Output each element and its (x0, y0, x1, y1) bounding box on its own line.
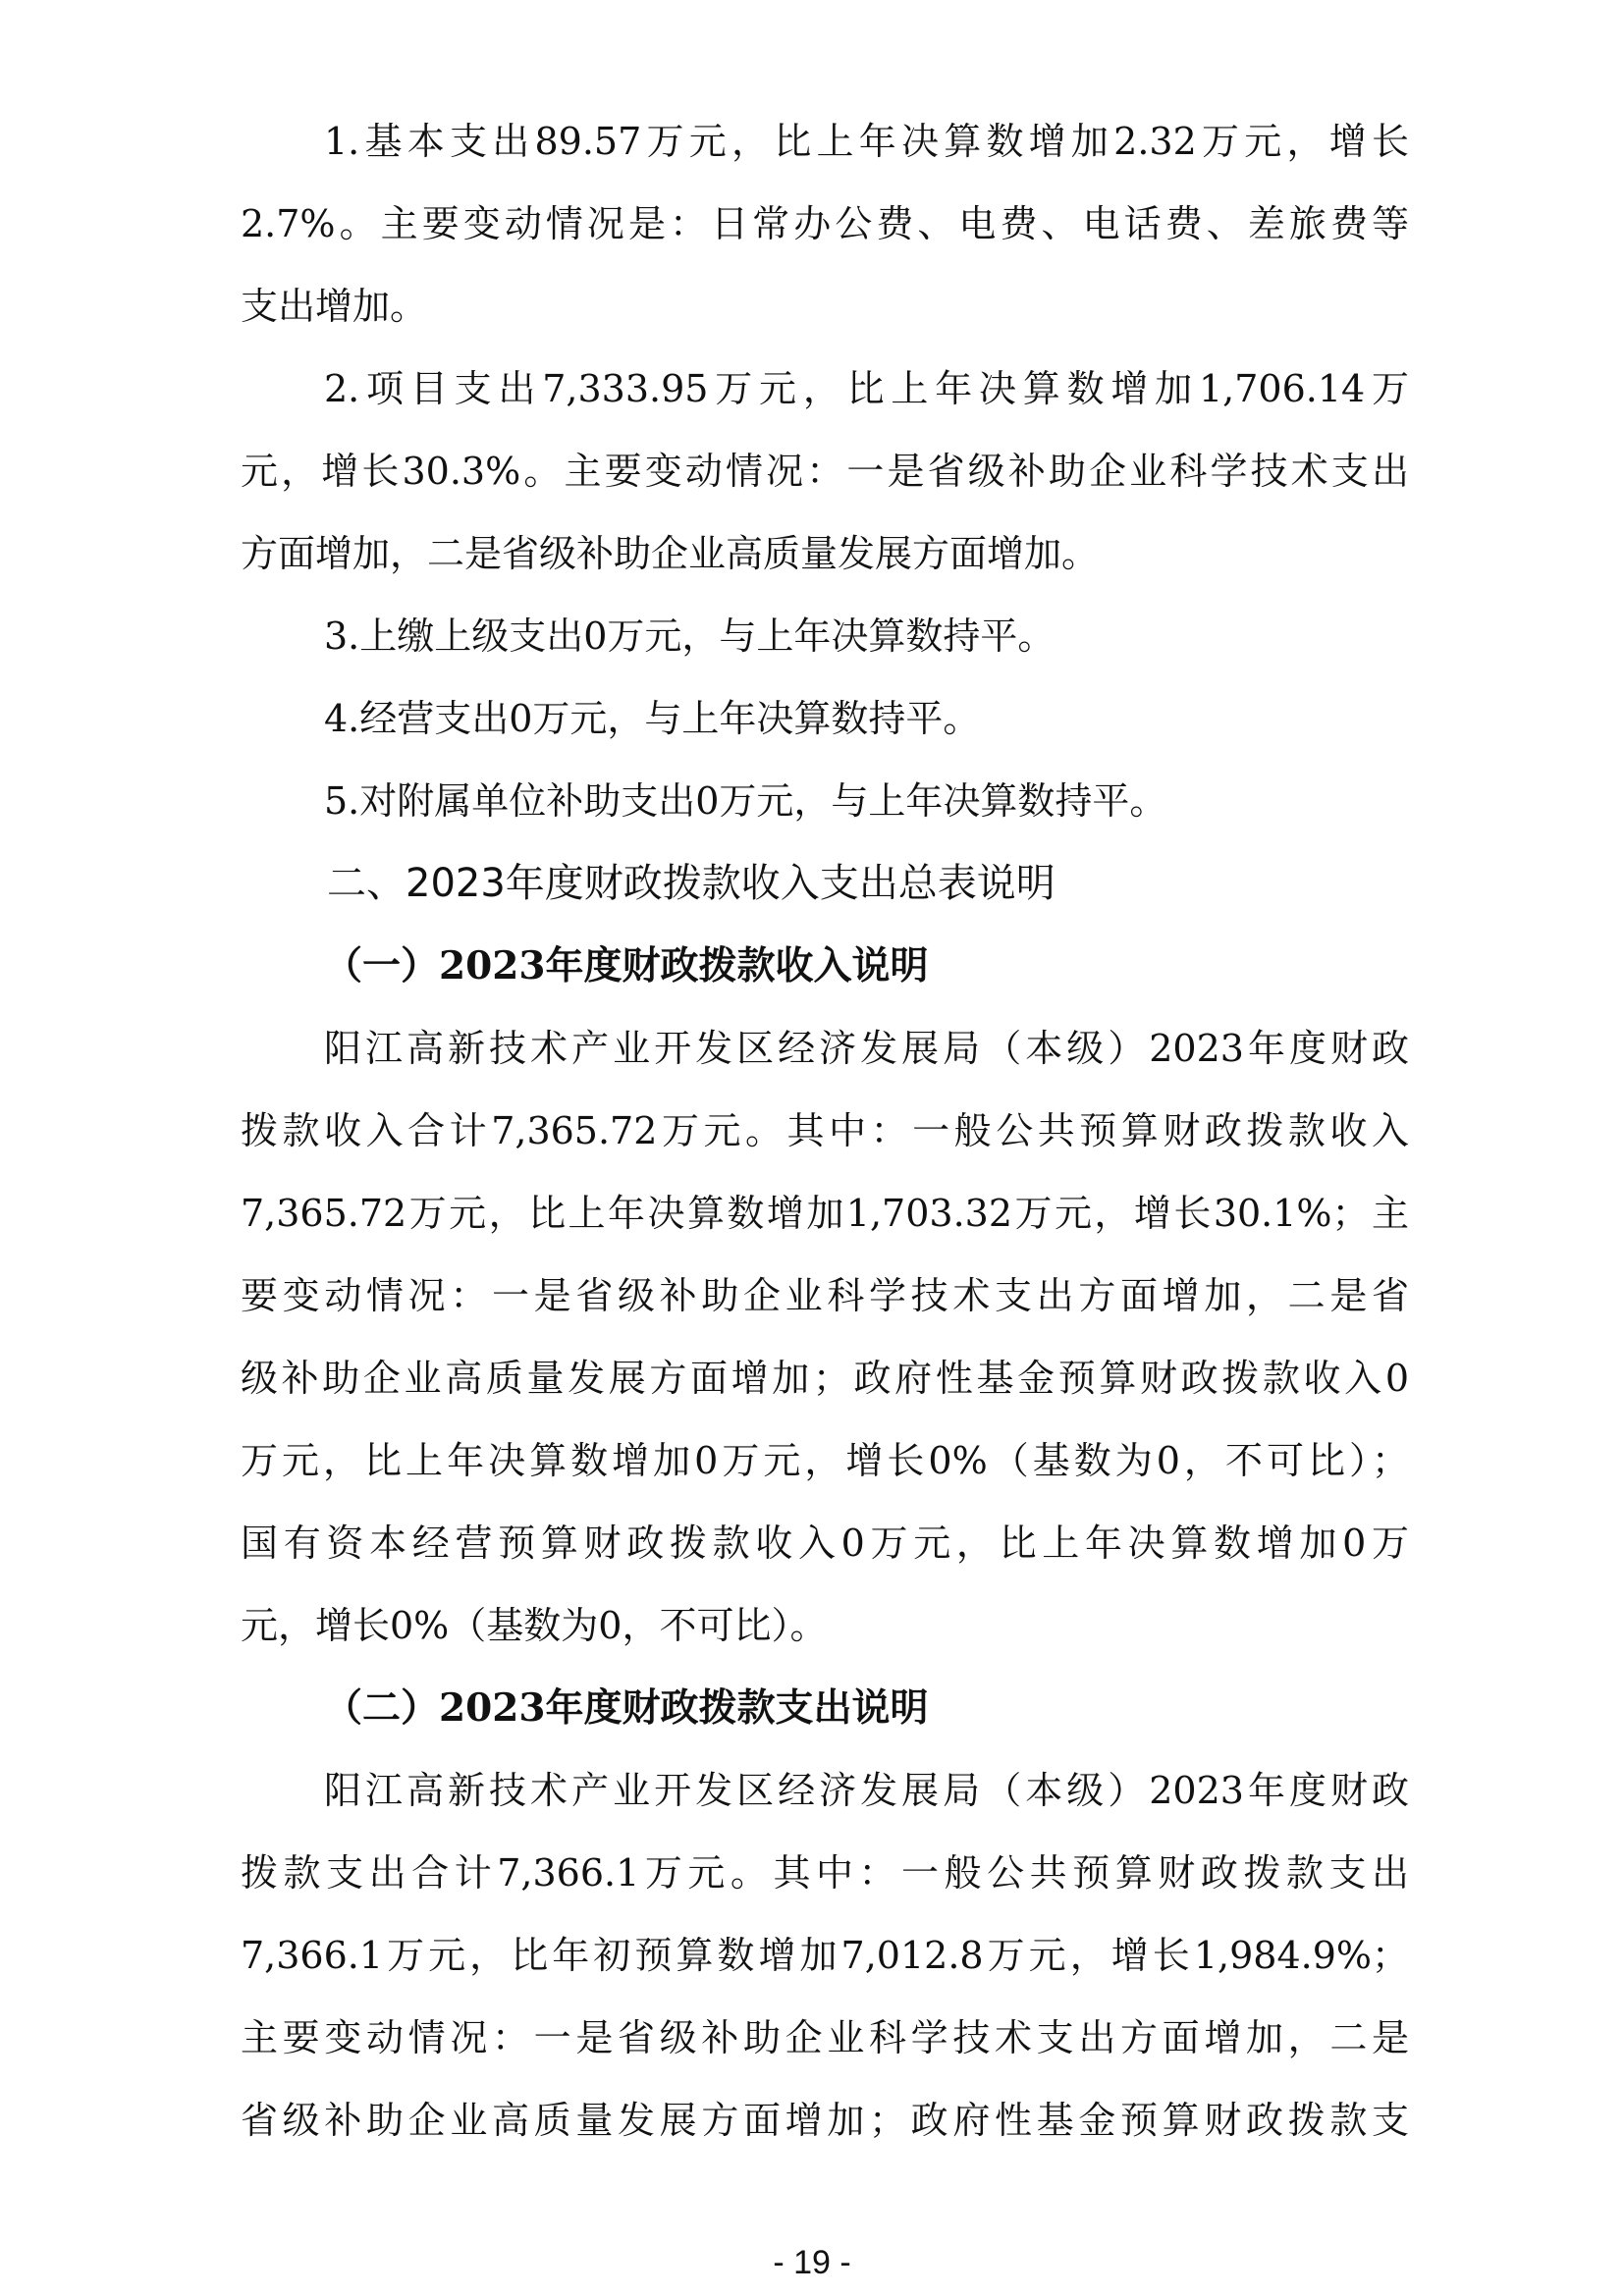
text-line: 3.上缴上级支出0万元，与上年决算数持平。 (324, 614, 1056, 658)
text-line: 元，增长30.3%。主要变动情况：一是省级补助企业科学技术支出 (241, 450, 1409, 493)
text-line: （二）2023年度财政拨款支出说明 (324, 1685, 929, 1731)
paragraph (241, 760, 1409, 842)
text-line: （一）2023年度财政拨款收入说明 (324, 943, 929, 988)
paragraph (241, 1749, 1409, 2162)
text-line: 要变动情况：一是省级补助企业科学技术支出方面增加，二是省 (241, 1274, 1409, 1317)
text-line: 拨款支出合计7,366.1万元。其中：一般公共预算财政拨款支出 (241, 1851, 1409, 1895)
paragraph (241, 595, 1409, 677)
text-line: 4.经营支出0万元，与上年决算数持平。 (324, 697, 981, 740)
text-line: 7,366.1万元，比年初预算数增加7,012.8万元，增长1,984.9%； (241, 1934, 1409, 1977)
page-number: - 19 - (773, 2244, 851, 2281)
text-line: 元，增长0%（基数为0，不可比）。 (241, 1604, 828, 1647)
text-line: 1.基本支出89.57万元，比上年决算数增加2.32万元，增长 (324, 120, 1409, 163)
text-line: 支出增加。 (241, 285, 428, 328)
text-line: 7,365.72万元，比上年决算数增加1,703.32万元，增长30.1%；主 (241, 1192, 1409, 1235)
text-line: 万元，比上年决算数增加0万元，增长0%（基数为0，不可比）； (241, 1439, 1409, 1482)
paragraph (241, 347, 1409, 595)
text-line: 阳江高新技术产业开发区经济发展局（本级）2023年度财政 (324, 1027, 1409, 1070)
text-line: 2.项目支出7,333.95万元，比上年决算数增加1,706.14万 (324, 367, 1409, 410)
subsection-heading (241, 1667, 1409, 1749)
document-body (241, 100, 1409, 2162)
text-line: 2.7%。主要变动情况是：日常办公费、电费、电话费、差旅费等 (241, 202, 1409, 245)
section-heading (241, 842, 1409, 925)
text-line: 二、2023年度财政拨款收入支出总表说明 (327, 861, 1056, 906)
text-line: 5.对附属单位补助支出0万元，与上年决算数持平。 (324, 779, 1167, 823)
text-line: 级补助企业高质量发展方面增加；政府性基金预算财政拨款收入0 (241, 1357, 1409, 1400)
text-line: 国有资本经营预算财政拨款收入0万元，比上年决算数增加0万 (241, 1522, 1409, 1565)
text-line: 方面增加，二是省级补助企业高质量发展方面增加。 (241, 532, 1100, 575)
text-line: 拨款收入合计7,365.72万元。其中：一般公共预算财政拨款收入 (241, 1109, 1409, 1152)
paragraph (241, 677, 1409, 760)
text-line: 省级补助企业高质量发展方面增加；政府性基金预算财政拨款支 (241, 2099, 1409, 2142)
text-line: 主要变动情况：一是省级补助企业科学技术支出方面增加，二是 (241, 2016, 1409, 2059)
subsection-heading (241, 925, 1409, 1007)
paragraph (241, 1007, 1409, 1667)
paragraph (241, 100, 1409, 347)
text-line: 阳江高新技术产业开发区经济发展局（本级）2023年度财政 (324, 1769, 1409, 1812)
